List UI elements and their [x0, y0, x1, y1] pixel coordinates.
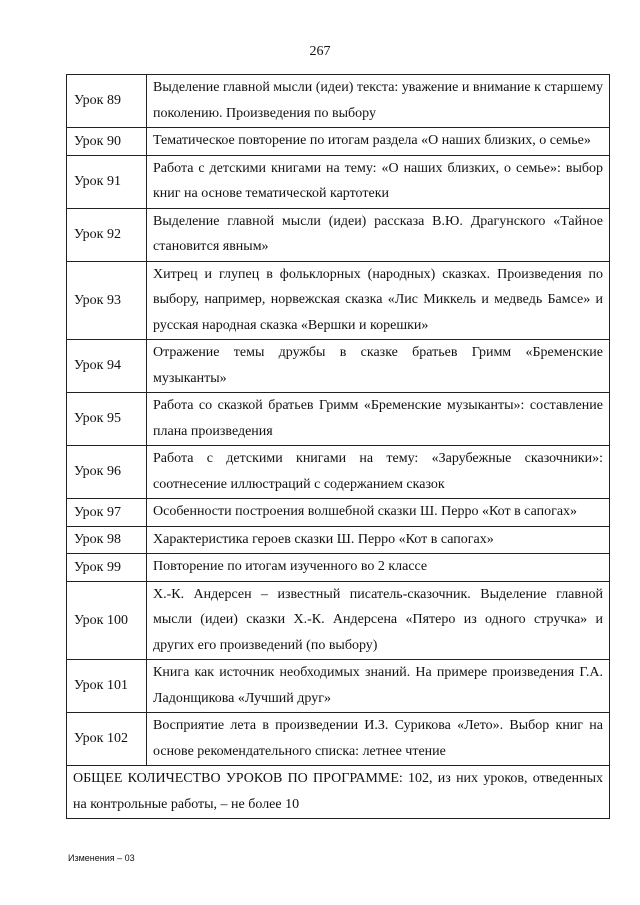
table-row	[67, 393, 610, 446]
lessons-table	[66, 74, 610, 819]
lesson-topic: Выделение главной мысли (идеи) рассказа В.Ю. Драгунского «Тайное становится явным»	[147, 208, 610, 261]
lesson-topic: Выделение главной мысли (идеи) текста: уважение и внимание к старшему поколению. Произведения по выбору	[147, 75, 610, 128]
table-row	[67, 499, 610, 527]
table-row	[67, 75, 610, 128]
lesson-number: Урок 92	[67, 208, 147, 261]
table-row	[67, 155, 610, 208]
lesson-number: Урок 89	[67, 75, 147, 128]
lesson-number: Урок 98	[67, 526, 147, 554]
table-row	[67, 660, 610, 713]
table-row	[67, 128, 610, 156]
table-row	[67, 526, 610, 554]
lesson-number: Урок 94	[67, 340, 147, 393]
table-row	[67, 581, 610, 660]
lesson-topic: Работа со сказкой братьев Гримм «Бременские музыканты»: составление плана произведения	[147, 393, 610, 446]
lesson-topic: Книга как источник необходимых знаний. На примере произведения Г.А. Ладонщикова «Лучший друг»	[147, 660, 610, 713]
page-number: 267	[309, 44, 331, 59]
lesson-number: Урок 100	[67, 581, 147, 660]
lesson-number: Урок 95	[67, 393, 147, 446]
lesson-number: Урок 91	[67, 155, 147, 208]
table-row	[67, 208, 610, 261]
table-row	[67, 261, 610, 340]
footer-revision-note: Изменения – 03	[68, 853, 135, 863]
lesson-topic: Работа с детскими книгами на тему: «О наших близких, о семье»: выбор книг на основе тематической картотеки	[147, 155, 610, 208]
lesson-number: Урок 93	[67, 261, 147, 340]
lesson-number: Урок 96	[67, 446, 147, 499]
lesson-number: Урок 102	[67, 713, 147, 766]
lesson-topic: Х.-К. Андерсен – известный писатель-сказочник. Выделение главной мысли (идеи) сказки Х.-К. Андерсена «Пятеро из одного стручка» и других его произведений (по выбору)	[147, 581, 610, 660]
lesson-topic: Повторение по итогам изученного во 2 классе	[147, 554, 610, 582]
lesson-topic: Тематическое повторение по итогам раздела «О наших близких, о семье»	[147, 128, 610, 156]
lesson-topic: Особенности построения волшебной сказки Ш. Перро «Кот в сапогах»	[147, 499, 610, 527]
table-row	[67, 554, 610, 582]
lesson-topic: Характеристика героев сказки Ш. Перро «Кот в сапогах»	[147, 526, 610, 554]
lesson-number: Урок 101	[67, 660, 147, 713]
lesson-number: Урок 99	[67, 554, 147, 582]
table-row	[67, 713, 610, 766]
lesson-number: Урок 90	[67, 128, 147, 156]
lesson-topic: Хитрец и глупец в фольклорных (народных) сказках. Произведения по выбору, например, норвежская сказка «Лис Миккель и медведь Бамсе» и русская народная сказка «Вершки и корешки»	[147, 261, 610, 340]
lesson-topic: Работа с детскими книгами на тему: «Зарубежные сказочники»: соотнесение иллюстраций с содержанием сказок	[147, 446, 610, 499]
table-row	[67, 340, 610, 393]
lesson-topic: Восприятие лета в произведении И.З. Сурикова «Лето». Выбор книг на основе рекомендательного списка: летнее чтение	[147, 713, 610, 766]
total-row	[67, 766, 610, 819]
lesson-number: Урок 97	[67, 499, 147, 527]
table-row	[67, 446, 610, 499]
lesson-topic: Отражение темы дружбы в сказке братьев Гримм «Бременские музыканты»	[147, 340, 610, 393]
total-lessons-note: ОБЩЕЕ КОЛИЧЕСТВО УРОКОВ ПО ПРОГРАММЕ: 102, из них уроков, отведенных на контрольные работы, – не более 10	[67, 766, 610, 819]
